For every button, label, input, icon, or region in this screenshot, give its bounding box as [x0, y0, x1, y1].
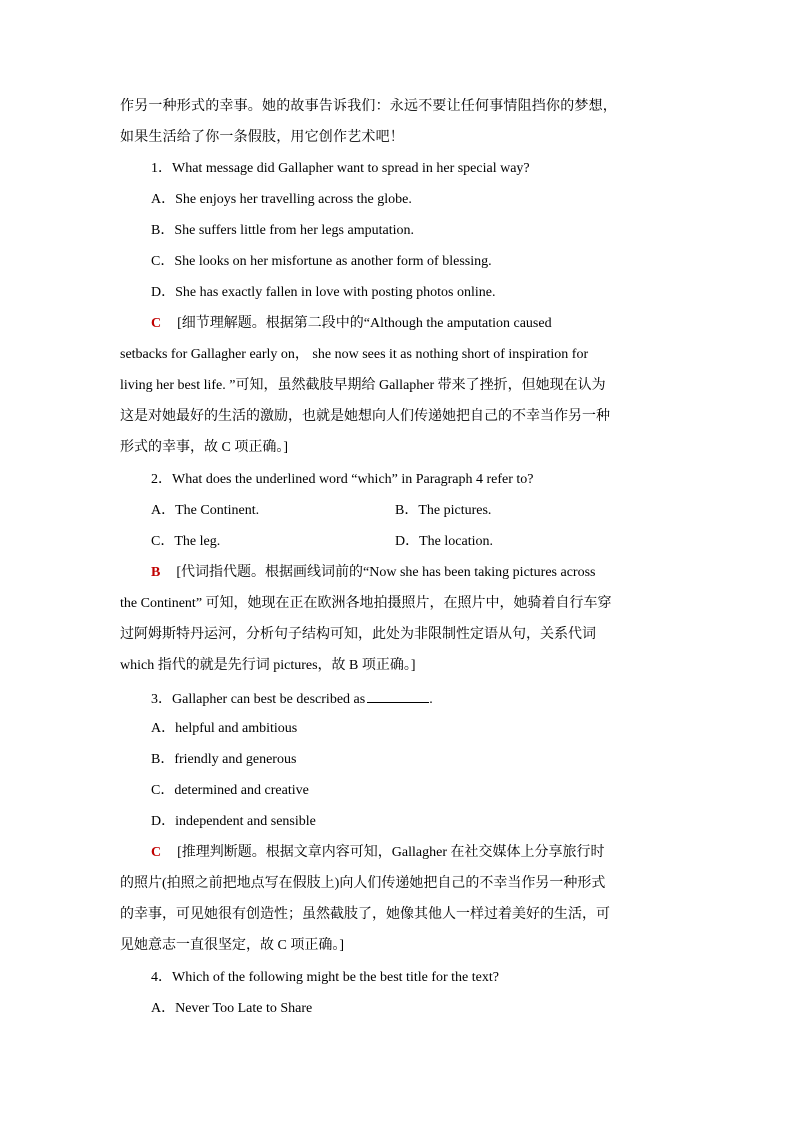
question-3-option-d: D．independent and sensible: [151, 814, 316, 829]
question-2-explanation-line-2: the Continent” 可知，她现在正在欧洲各地拍摄照片，在照片中，她骑着自行车穿: [120, 596, 612, 611]
question-2-option-b: B．The pictures.: [395, 503, 492, 518]
intro-line-1: 作另一种形式的幸事。她的故事告诉我们：永远不要让任何事情阻挡你的梦想，: [120, 99, 617, 114]
question-2-explanation-line-1: B [代词指代题。根据画线词前的“Now she has been taking pictures across: [151, 565, 596, 580]
answer-blank: [367, 688, 429, 703]
question-3-explanation-line-4: 见她意志一直很坚定，故 C 项正确。]: [120, 938, 344, 953]
question-3-stem: 3．Gallapher can best be described as .: [151, 688, 794, 710]
question-1-option-a: A．She enjoys her travelling across the globe.: [151, 192, 412, 207]
question-1-explanation-line-1: C [细节理解题。根据第二段中的“Although the amputation caused: [151, 316, 552, 331]
question-2-option-d: D．The location.: [395, 534, 493, 549]
question-3-option-c: C．determined and creative: [151, 783, 309, 798]
question-1-explanation-line-3: living her best life. ”可知，虽然截肢早期给 Gallapher 带来了挫折，但她现在认为: [120, 378, 606, 393]
question-3-explanation-line-1: C [推理判断题。根据文章内容可知，Gallagher 在社交媒体上分享旅行时: [151, 845, 605, 860]
question-2-option-c: C．The leg.: [151, 534, 221, 549]
question-4-option-a: A．Never Too Late to Share: [151, 1001, 313, 1016]
question-1-option-b: B．She suffers little from her legs amputation.: [151, 223, 414, 238]
question-3-explanation-line-3: 的幸事，可见她很有创造性；虽然截肢了，她像其他人一样过着美好的生活，可: [120, 907, 610, 922]
intro-line-2: 如果生活给了你一条假肢，用它创作艺术吧！: [120, 130, 404, 145]
question-3-answer: C: [151, 845, 162, 860]
question-2-option-a: A．The Continent.: [151, 503, 260, 518]
question-2-answer: B: [151, 565, 161, 580]
question-2-explanation-line-3: 过阿姆斯特丹运河，分析句子结构可知，此处为非限制性定语从句，关系代词: [120, 627, 596, 642]
question-1-explanation-line-4: 这是对她最好的生活的激励，也就是她想向人们传递她把自己的不幸当作另一种: [120, 409, 610, 424]
question-1-option-d: D．She has exactly fallen in love with posting photos online.: [151, 285, 496, 300]
question-3-explanation-line-2: 的照片(拍照之前把地点写在假肢上)向人们传递她把自己的不幸当作另一种形式: [120, 876, 606, 891]
question-2-stem: 2．What does the underlined word “which” in Paragraph 4 refer to?: [151, 472, 534, 487]
question-1-explanation-line-2: setbacks for Gallagher early on， she now sees it as nothing short of inspiration for: [120, 347, 589, 362]
question-3-option-b: B．friendly and generous: [151, 752, 297, 767]
question-1-explanation-line-5: 形式的幸事，故 C 项正确。]: [120, 440, 288, 455]
question-4-stem: 4．Which of the following might be the best title for the text?: [151, 970, 499, 985]
question-1-answer: C: [151, 316, 162, 331]
question-3-option-a: A．helpful and ambitious: [151, 721, 298, 736]
question-1-stem: 1．What message did Gallapher want to spread in her special way?: [151, 161, 530, 176]
question-1-option-c: C．She looks on her misfortune as another form of blessing.: [151, 254, 492, 269]
question-2-explanation-line-4: which 指代的就是先行词 pictures，故 B 项正确。]: [120, 658, 416, 673]
